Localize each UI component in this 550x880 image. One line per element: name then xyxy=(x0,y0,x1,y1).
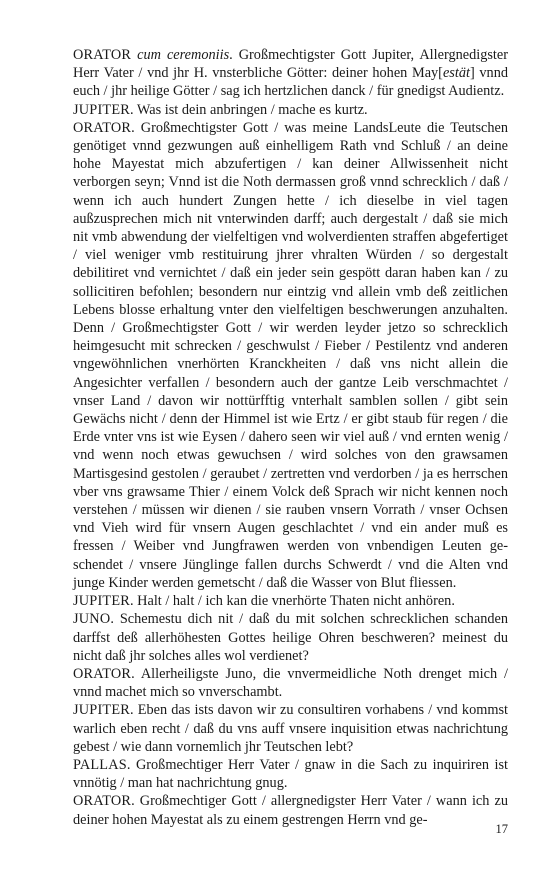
italic-text: estät xyxy=(442,65,470,82)
speech-text: . Großmechtiger Herr Vater / gnaw in die Sach zu inquiriren ist vnnötig / man hat nachrichtung gnug. xyxy=(73,756,508,792)
speech-paragraph xyxy=(73,665,508,701)
speech-paragraph xyxy=(73,610,508,665)
page-number: 17 xyxy=(495,822,508,836)
speech-text: . Eben das ists davon wir zu consultiren vorhabens / vnd kommst warlich eben recht / daß du vns auff vnsere inquisition etwas nachrichtung gebest / wie dann vornemlich jhr Teutschen lebt? xyxy=(73,702,508,755)
speech-text: . Was ist dein anbringen / mache es kurtz. xyxy=(130,101,368,118)
speech-text: . Großmechtiger Gott / allergnedigster Herr Vater / wann ich zu deiner hohen Mayestat als zu einem gestrengen Herrn vnd ge- xyxy=(73,793,508,828)
speaker-name: PALLAS xyxy=(73,756,127,773)
speech-text: ] vnnd euch / jhr heilige Götter / sag ich hertzlichen danck / für gnedigst Audientz. xyxy=(73,65,508,100)
speaker-name: JUPITER xyxy=(73,593,131,610)
speaker-name: JUPITER xyxy=(73,101,131,118)
speech-paragraph xyxy=(73,119,508,592)
document-body xyxy=(73,46,508,829)
speech-text: . Schemestu dich nit / daß du mit solchen schrecklichen schanden darffst deß allerhöhesten Gottes heilige Ohren beschweren? meinest du nicht daß jhr solches alles wol verdienet? xyxy=(73,611,508,664)
speech-paragraph xyxy=(73,701,508,756)
speaker-name: ORATOR xyxy=(73,47,132,63)
speech-text: . Großmechtigster Gott Jupiter, Allergnedigster Herr Vater / vnd jhr H. vnsterbliche Götter: deiner hohen May[ xyxy=(73,47,508,82)
speech-paragraph xyxy=(73,792,508,828)
speech-text: . Allerheiligste Juno, die vnvermeidliche Noth drenget mich / vnnd machet mich so vnverschambt. xyxy=(73,665,508,701)
speech-paragraph xyxy=(73,592,508,610)
speech-text: . Halt / halt / ich kan die vnerhörte Thaten nicht anhören. xyxy=(130,593,455,610)
speaker-name: ORATOR xyxy=(73,793,132,810)
speech-paragraph xyxy=(73,101,508,119)
speech-paragraph xyxy=(73,756,508,792)
speaker-name: ORATOR xyxy=(73,665,132,682)
speaker-name: ORATOR xyxy=(73,119,132,136)
speech-text: . Großmechtigster Gott / was meine LandsLeute die Teutschen genötiget vnnd gezwungen auß einhelligem Rath vnd Schluß / an deine hohe Mayestat mich abzufertigen / kan deiner Allwissenheit nicht verborgen seyn; Vnnd ist die Noth dermassen groß vnnd schrecklich / daß / wenn ich auch hundert Zungen hette / ich dieselbe in viel tagen außzusprechen mich nit vnterwinden darff; auch dergestalt / daß sie mich nit vmb abwendung der vielfeltigen vnd wolverdienten straffen abgefertiget / viel weniger vmb restituirung jhrer vhralten Würden / so dergestalt debilitiret vnd vernichtet / daß ein jeder sein gespött daran haben kan / zu sollicitiren befohlen; besondern nur eintzig vnd allein vmb deß zeitlichen Lebens blosse erhaltung vnter den vielfeltigen beschwerungen anzuhalten. Denn / Großmechtigster Gott / wir werden leyder jetzo so schrecklich heimgesucht mit schrecken / geschwulst / Fieber / Pestilentz vnd anderen vngewöhnlichen vnerhörten Kranckheiten / daß vns nicht allein die Angesichter verfallen / besondern auch der gantze Leib verschmachtet / vnser Land / davon wir nottürfftig vnterhalt samblen sollen / gibt sein Gewächs nicht / denn der Himmel ist wie Ertz / er gibt staub für regen / die Erde vnter vns ist wie Eysen / dahero seen wir viel auß / vnd ernten wenig / vnd wenn noch etwas gewuchsen / wird solches von den grawsamen Martisgesind gestolen / geraubet / zertretten vnd verdorben / ja es herrschen vber vns grawsame Thier / einem Volck deß Sprach wir nicht kennen noch verstehen / müssen wir dienen / sie rauben vnsern Vorrath / vnser Ochsen vnd Vieh wird für vnsern Augen geschlachtet / vnd ein ander muß es fressen / Weiber vnd Jungfrawen werden von vnbendigen Leuten geschendet / vnsere Jünglinge fallen durchs Schwerdt / vnd die Alten vnd junge Kinder werden gemetscht / daß die Wasser von Blut fliessen. xyxy=(73,119,508,591)
speaker-name: JUPITER xyxy=(73,702,131,719)
italic-text: cum ceremoniis xyxy=(137,47,230,63)
speech-paragraph xyxy=(73,46,508,101)
speaker-name: JUNO xyxy=(73,611,111,628)
